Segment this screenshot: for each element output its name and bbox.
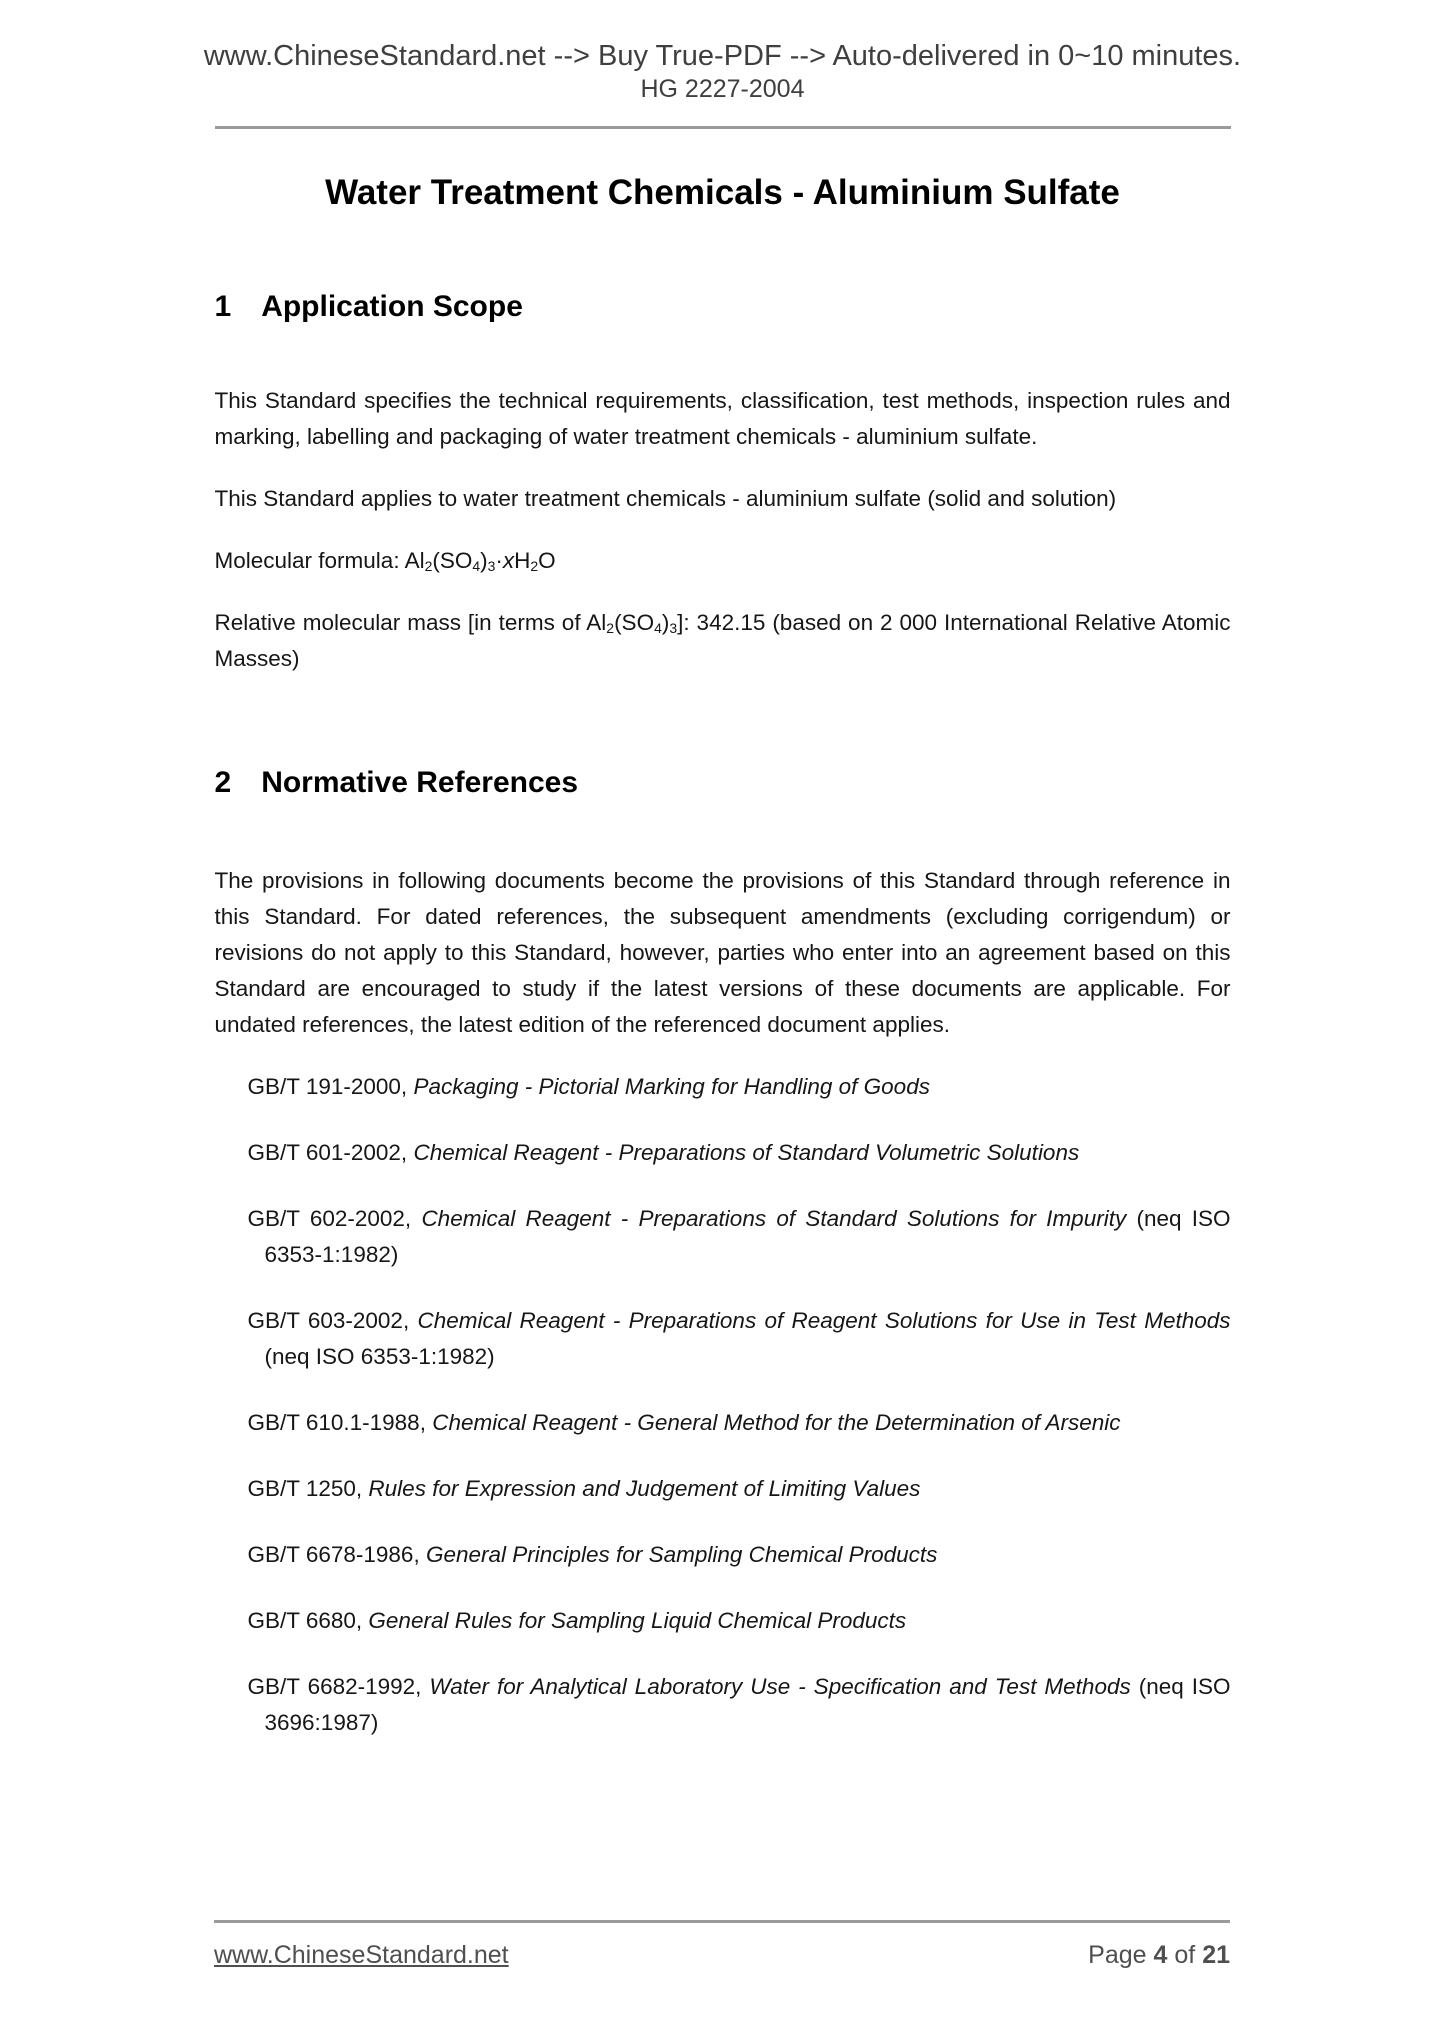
reference-code: GB/T 602-2002, — [247, 1206, 412, 1231]
reference-code: GB/T 601-2002, — [247, 1140, 408, 1165]
reference-item — [215, 1405, 1231, 1441]
reference-title: Packaging - Pictorial Marking for Handling of Goods — [413, 1074, 930, 1099]
reference-item — [215, 1303, 1231, 1375]
document-body — [215, 173, 1231, 1741]
scope-paragraph-2: This Standard applies to water treatment chemicals - aluminium sulfate (solid and solution) — [214, 486, 1117, 511]
header-divider — [215, 126, 1231, 129]
reference-code: GB/T 6682-1992, — [247, 1674, 422, 1699]
reference-title: General Principles for Sampling Chemical Products — [425, 1542, 938, 1567]
reference-item — [215, 1603, 1231, 1639]
of-word: of — [1174, 1941, 1196, 1969]
page-header — [0, 0, 1445, 104]
reference-title: General Rules for Sampling Liquid Chemical Products — [368, 1608, 907, 1633]
reference-code: GB/T 6680, — [247, 1608, 363, 1633]
reference-item — [215, 1471, 1231, 1507]
molecular-formula-paragraph: Molecular formula: $Al_2(SO_4)_3\cdot xH_2O$ — [214, 548, 556, 575]
reference-item — [215, 1135, 1231, 1171]
section-2-number: 2 — [214, 766, 232, 799]
reference-title: Chemical Reagent - Preparations of Standard Volumetric Solutions — [413, 1140, 1080, 1165]
normative-references-paragraph: The provisions in following documents become the provisions of this Standard through reference in this Standard. For dated references, the subsequent amendments (excluding corrigendum) or revisions do not apply to this Standard, however, parties who enter into an agreement based on this Standard are encouraged to study if the latest versions of these documents are applicable. For undated references, the latest edition of the referenced document applies. — [214, 868, 1231, 1037]
footer-site-link[interactable]: www.ChineseStandard.net — [214, 1941, 509, 1969]
section-2-title: Normative References — [261, 766, 579, 799]
reference-title: Rules for Expression and Judgement of Limiting Values — [368, 1476, 921, 1501]
reference-code: GB/T 603-2002, — [247, 1308, 410, 1333]
reference-suffix: (neq ISO 6353-1:1982) — [264, 1206, 1231, 1267]
page-number-indicator — [1088, 1941, 1230, 1970]
section-1-heading — [215, 289, 1231, 325]
reference-code: GB/T 191-2000, — [247, 1074, 408, 1099]
section-1-title: Application Scope — [261, 290, 523, 323]
section-1-number: 1 — [214, 290, 232, 323]
reference-suffix: (neq ISO 3696:1987) — [264, 1674, 1231, 1735]
reference-item — [215, 1537, 1231, 1573]
reference-code: GB/T 6678-1986, — [247, 1542, 420, 1567]
standard-code: HG 2227-2004 — [640, 75, 805, 103]
header-tagline: www.ChineseStandard.net --> Buy True-PDF --> Auto-delivered in 0~10 minutes. — [203, 40, 1242, 72]
reference-item — [215, 1669, 1231, 1741]
references-list — [215, 1069, 1231, 1741]
reference-code: GB/T 1250, — [247, 1476, 363, 1501]
page-current: 4 — [1153, 1941, 1168, 1969]
reference-item — [215, 1201, 1231, 1273]
reference-title: Chemical Reagent - Preparations of Standard Solutions for Impurity — [421, 1206, 1127, 1231]
scope-paragraph-1: This Standard specifies the technical requirements, classification, test methods, inspection rules and marking, labelling and packaging of water treatment chemicals - aluminium sulfate. — [214, 388, 1231, 449]
molecular-mass-paragraph: Relative molecular mass [in terms of $Al_2(SO_4)_3$]: 342.15 (based on 2 000 International Relative Atomic Masses) — [214, 610, 1231, 671]
reference-title: Chemical Reagent - General Method for the Determination of Arsenic — [432, 1410, 1121, 1435]
reference-title: Chemical Reagent - Preparations of Reagent Solutions for Use in Test Methods — [417, 1308, 1231, 1333]
document-title: Water Treatment Chemicals - Aluminium Sulfate — [325, 173, 1120, 212]
section-2-heading — [215, 765, 1231, 801]
reference-code: GB/T 610.1-1988, — [247, 1410, 426, 1435]
reference-item — [215, 1069, 1231, 1105]
footer-divider — [214, 1920, 1230, 1923]
reference-suffix: (neq ISO 6353-1:1982) — [264, 1344, 495, 1369]
page-total: 21 — [1202, 1941, 1230, 1969]
page-footer — [214, 1920, 1230, 1970]
page-word: Page — [1088, 1941, 1147, 1969]
reference-title: Water for Analytical Laboratory Use - Specification and Test Methods — [429, 1674, 1131, 1699]
